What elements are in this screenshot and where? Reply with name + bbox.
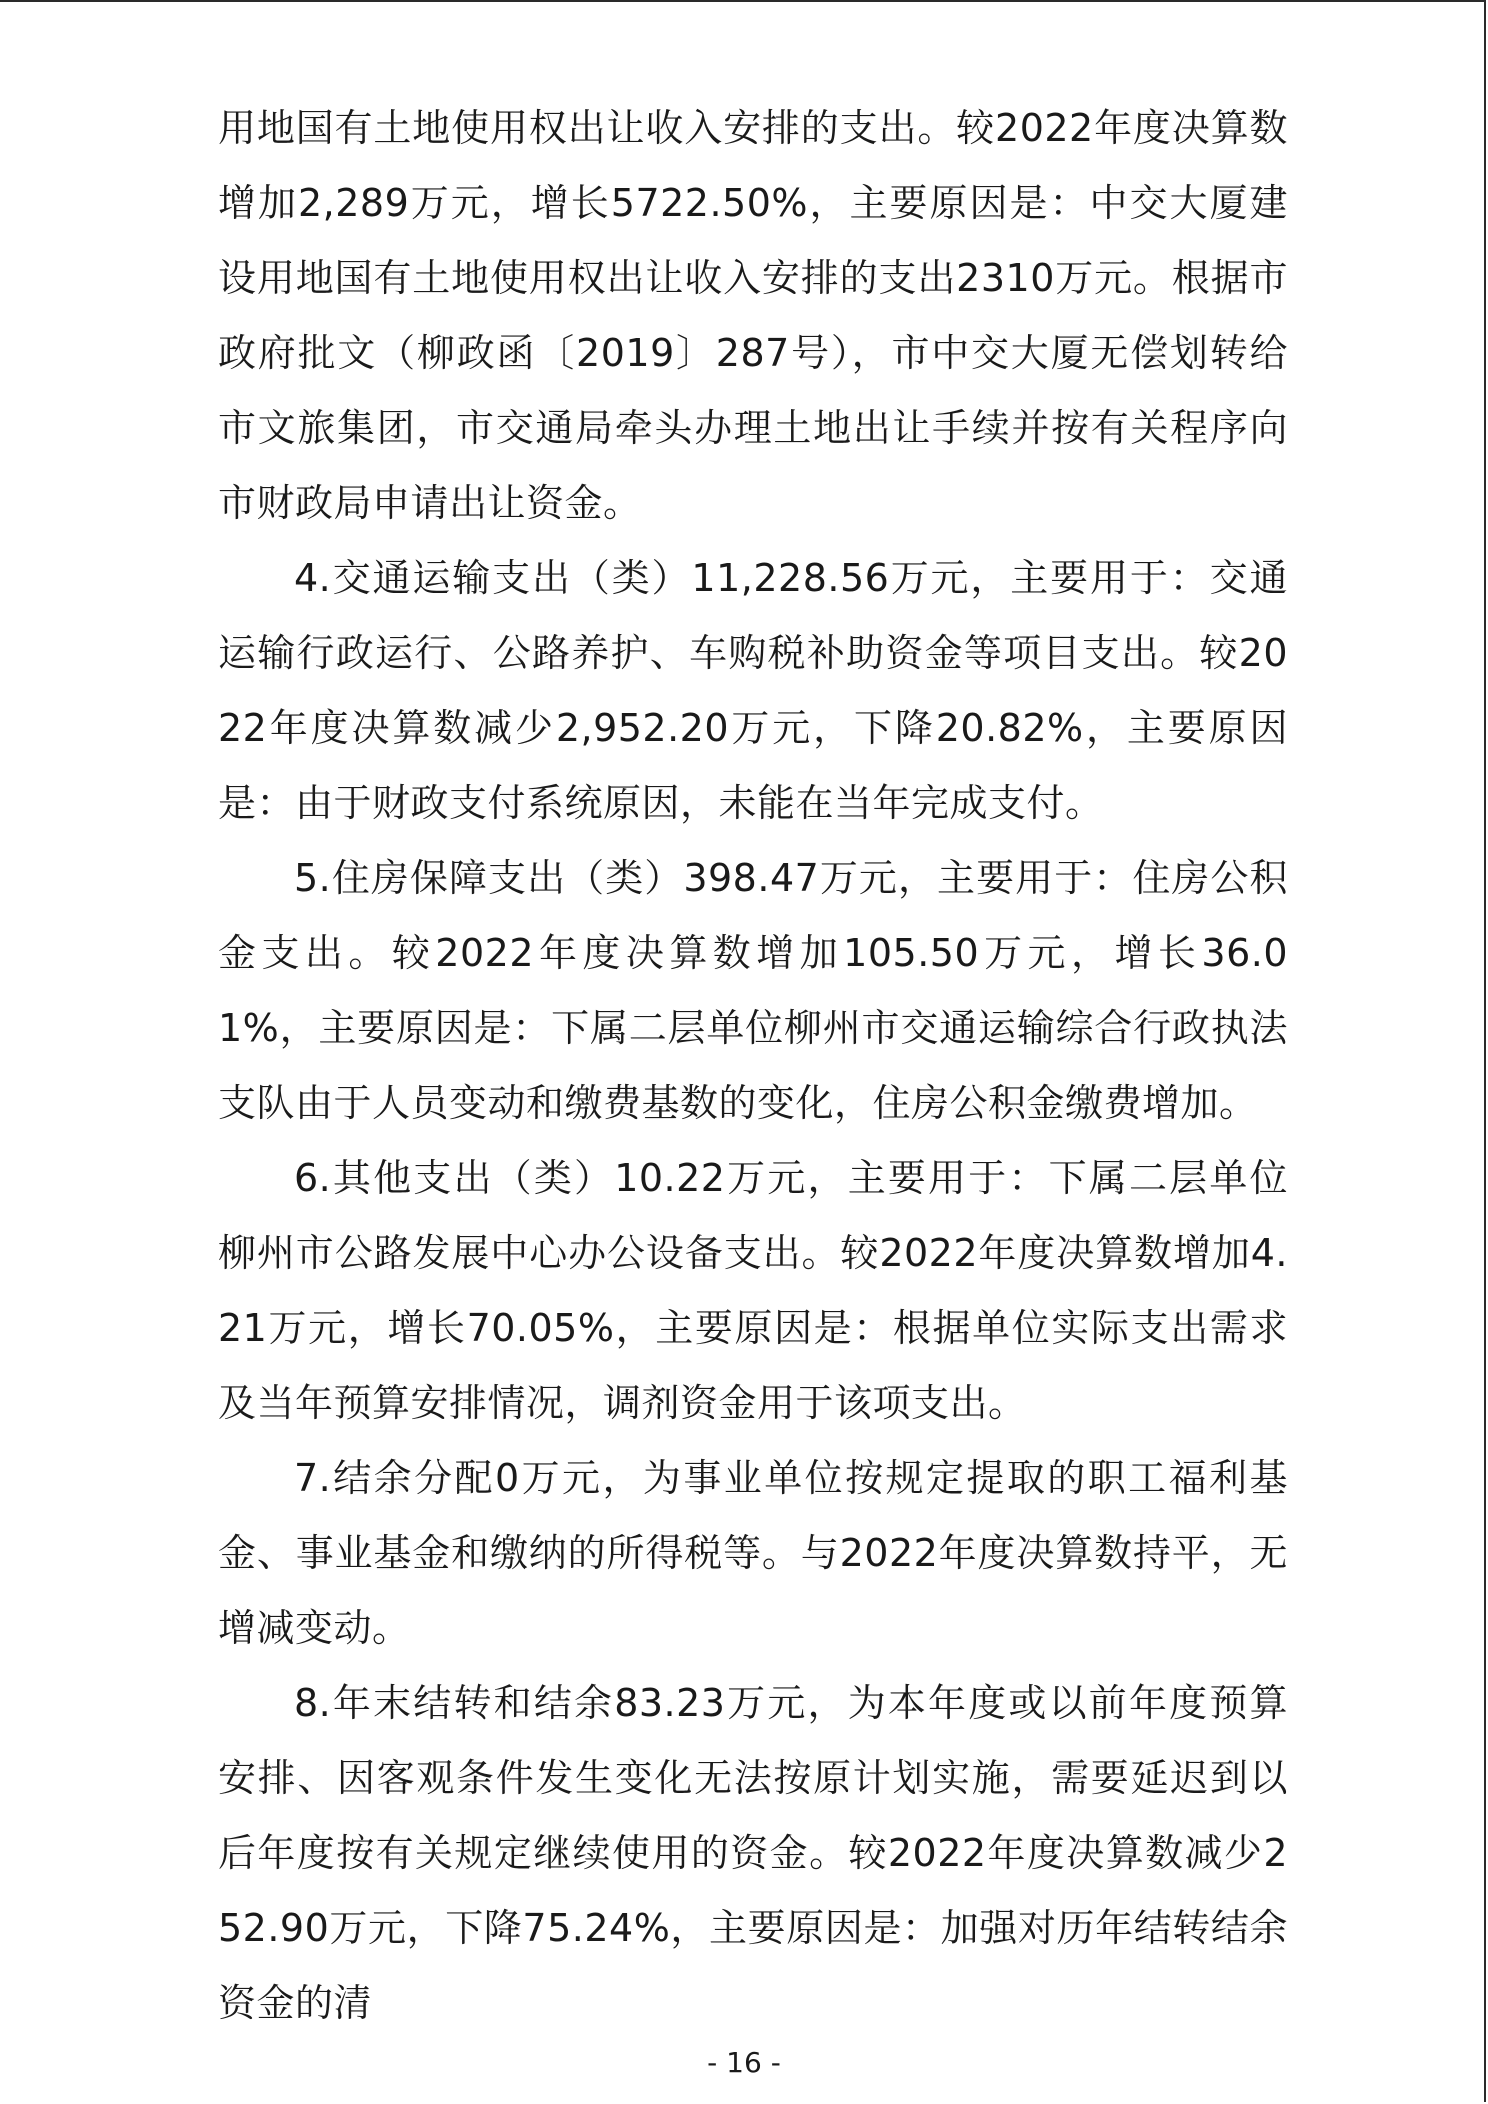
paragraph-transport-expenditure: 4.交通运输支出（类）11,228.56万元，主要用于：交通运输行政运行、公路养护、车购税补助资金等项目支出。较2022年度决算数减少2,952.20万元，下降20.82%，主要原因是：由于财政支付系统原因，未能在当年完成支付。 — [218, 556, 1288, 825]
paragraph-surplus-distribution: 7.结余分配0万元，为事业单位按规定提取的职工福利基金、事业基金和缴纳的所得税等。与2022年度决算数持平，无增减变动。 — [218, 1456, 1288, 1650]
paragraph-housing-expenditure: 5.住房保障支出（类）398.47万元，主要用于：住房公积金支出。较2022年度决算数增加105.50万元，增长36.01%，主要原因是：下属二层单位柳州市交通运输综合行政执法支队由于人员变动和缴费基数的变化，住房公积金缴费增加。 — [218, 856, 1288, 1125]
paragraph-year-end-carryover: 8.年末结转和结余83.23万元，为本年度或以前年度预算安排、因客观条件发生变化无法按原计划实施，需要延迟到以后年度按有关规定继续使用的资金。较2022年度决算数减少252.90万元，下降75.24%，主要原因是：加强对历年结转结余资金的清 — [218, 1681, 1288, 2025]
paragraph-land-use-expenditure: 用地国有土地使用权出让收入安排的支出。较2022年度决算数增加2,289万元，增长5722.50%，主要原因是：中交大厦建设用地国有土地使用权出让收入安排的支出2310万元。根据市政府批文（柳政函〔2019〕287号），市中交大厦无偿划转给市文旅集团，市交通局牵头办理土地出让手续并按有关程序向市财政局申请出让资金。 — [218, 106, 1288, 525]
page-number: - 16 - — [707, 2046, 781, 2079]
paragraph-other-expenditure: 6.其他支出（类）10.22万元，主要用于：下属二层单位柳州市公路发展中心办公设备支出。较2022年度决算数增加4.21万元，增长70.05%，主要原因是：根据单位实际支出需求及当年预算安排情况，调剂资金用于该项支出。 — [218, 1156, 1288, 1425]
document-body — [218, 91, 1288, 2041]
